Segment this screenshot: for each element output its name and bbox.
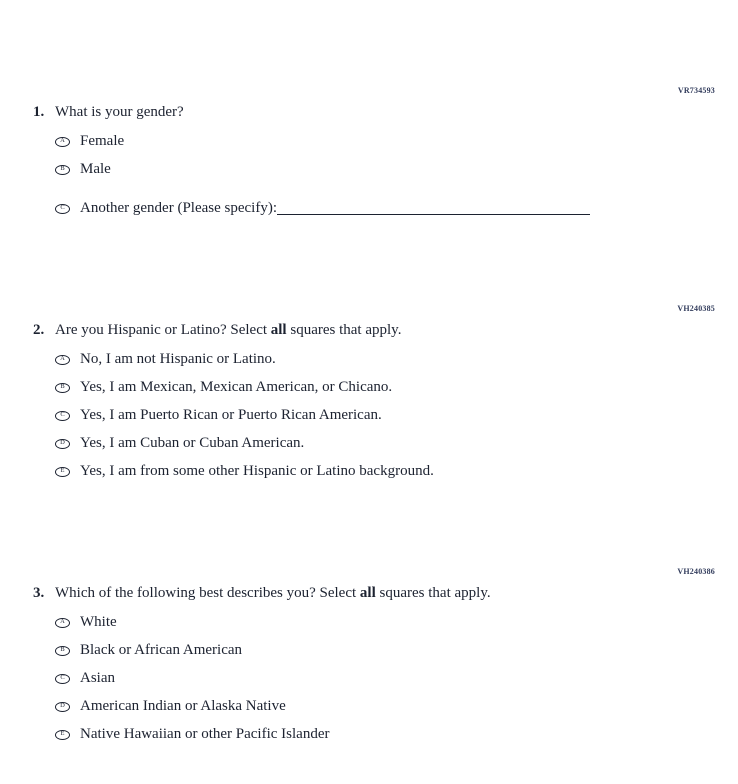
question-text [55, 585, 491, 601]
answer-bubble-letter: B [60, 165, 65, 173]
answer-options [0, 134, 738, 216]
question-text-part: What is your gender? [55, 104, 184, 120]
answer-bubble-icon[interactable] [55, 383, 70, 393]
answer-bubble-icon[interactable] [55, 674, 70, 684]
question-text-part: squares that apply. [286, 322, 402, 338]
question-line [33, 322, 738, 338]
answer-option[interactable] [55, 408, 738, 423]
question-text-part: Are you Hispanic or Latino? Select [55, 322, 271, 338]
answer-option-label: American Indian or Alaska Native [80, 698, 286, 714]
answer-bubble-icon[interactable] [55, 411, 70, 421]
answer-bubble-letter: D [60, 702, 65, 710]
answer-bubble-letter: B [60, 646, 65, 654]
answer-option-label: Yes, I am Cuban or Cuban American. [80, 435, 305, 451]
answer-bubble-icon[interactable] [55, 467, 70, 477]
question-line [33, 585, 738, 601]
answer-bubble-letter: E [60, 730, 65, 738]
answer-bubble-letter: A [60, 355, 65, 363]
answer-options [0, 352, 738, 479]
answer-bubble-letter: C [60, 204, 65, 212]
answer-options [0, 615, 738, 742]
answer-bubble-icon[interactable] [55, 137, 70, 147]
write-in-line[interactable] [277, 201, 590, 215]
question-text-part: squares that apply. [375, 585, 491, 601]
answer-option[interactable] [55, 352, 738, 367]
question-text-part: Which of the following best describes you? Select [55, 585, 360, 601]
answer-bubble-icon[interactable] [55, 165, 70, 175]
answer-bubble-icon[interactable] [55, 204, 70, 214]
answer-option[interactable] [55, 380, 738, 395]
question-code: VH240386 [677, 567, 715, 576]
answer-option-label: Male [80, 161, 111, 177]
answer-option[interactable] [55, 201, 738, 216]
answer-option[interactable] [55, 643, 738, 658]
answer-option-label: Yes, I am Mexican, Mexican American, or Chicano. [80, 379, 393, 395]
question-line [33, 104, 738, 120]
question-code: VR734593 [677, 86, 715, 95]
answer-option-label: Black or African American [80, 642, 243, 658]
question-number: 1. [33, 104, 45, 120]
answer-option[interactable] [55, 162, 738, 177]
answer-option[interactable] [55, 134, 738, 149]
question-text [55, 104, 184, 120]
answer-option-label: Asian [80, 670, 115, 686]
answer-option-label: Another gender (Please specify): [80, 200, 278, 216]
question-block [0, 304, 738, 479]
answer-bubble-icon[interactable] [55, 355, 70, 365]
answer-option-label: Native Hawaiian or other Pacific Islander [80, 726, 330, 742]
answer-bubble-icon[interactable] [55, 618, 70, 628]
answer-option[interactable] [55, 436, 738, 451]
answer-option-label: Yes, I am Puerto Rican or Puerto Rican American. [80, 407, 382, 423]
answer-option[interactable] [55, 464, 738, 479]
answer-option[interactable] [55, 699, 738, 714]
answer-bubble-letter: E [60, 467, 65, 475]
question-text-bold-part: all [270, 322, 287, 338]
question-number: 2. [33, 322, 45, 338]
answer-bubble-icon[interactable] [55, 439, 70, 449]
question-text [55, 322, 401, 338]
question-block [0, 567, 738, 742]
answer-option[interactable] [55, 615, 738, 630]
answer-option[interactable] [55, 671, 738, 686]
answer-bubble-letter: A [60, 618, 65, 626]
answer-bubble-letter: C [60, 411, 65, 419]
answer-bubble-letter: B [60, 383, 65, 391]
question-text-bold-part: all [359, 585, 376, 601]
answer-option[interactable] [55, 727, 738, 742]
answer-option-label: White [80, 614, 117, 630]
answer-bubble-icon[interactable] [55, 646, 70, 656]
answer-bubble-icon[interactable] [55, 730, 70, 740]
answer-bubble-letter: D [60, 439, 65, 447]
answer-option-label: Female [80, 133, 125, 149]
answer-option-label: No, I am not Hispanic or Latino. [80, 351, 276, 367]
question-number: 3. [33, 585, 45, 601]
question-code: VH240385 [677, 304, 715, 313]
answer-bubble-letter: A [60, 137, 65, 145]
question-block [0, 86, 738, 216]
answer-bubble-letter: C [60, 674, 65, 682]
answer-bubble-icon[interactable] [55, 702, 70, 712]
answer-option-label: Yes, I am from some other Hispanic or Latino background. [80, 463, 434, 479]
